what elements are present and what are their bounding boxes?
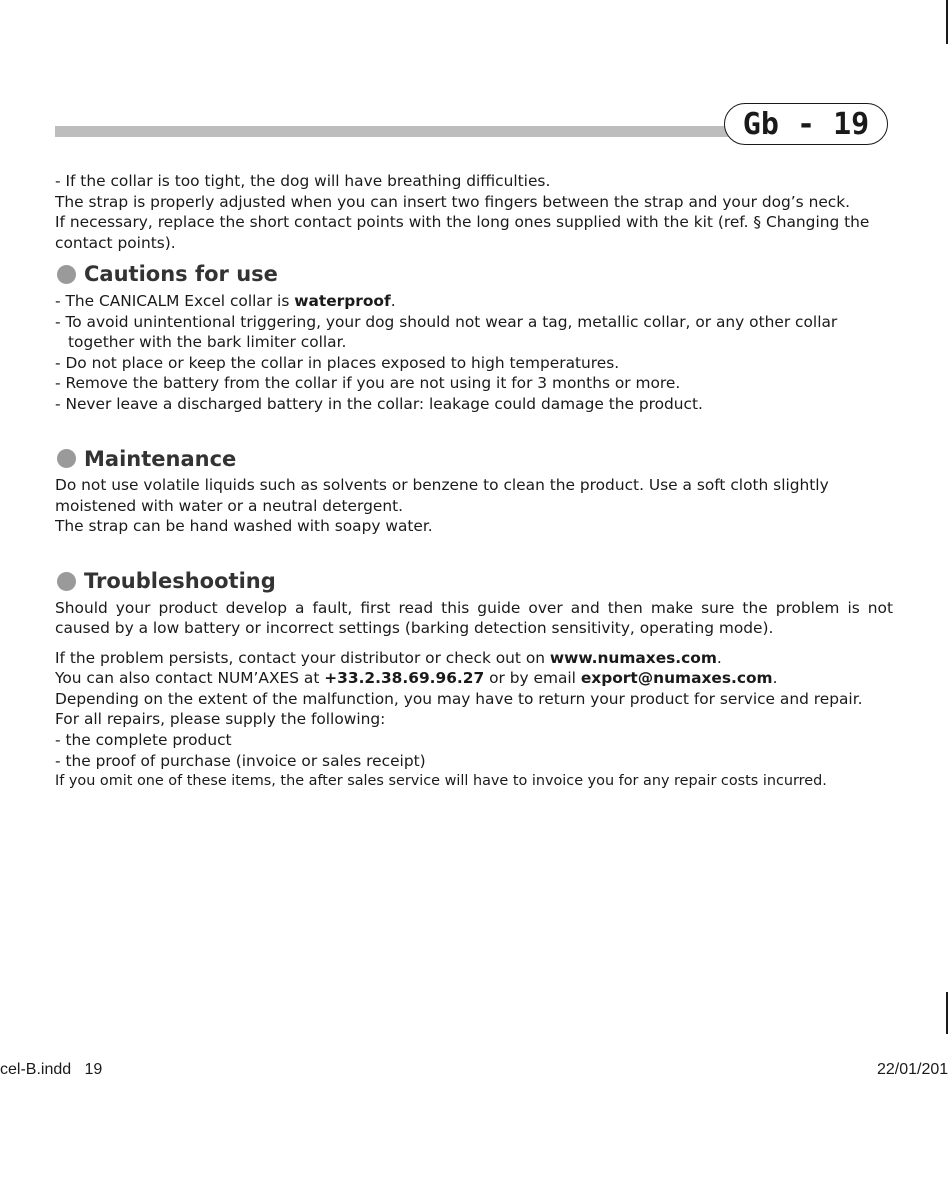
header-bar [55, 126, 735, 137]
intro-line: The strap is properly adjusted when you can insert two fingers between the strap and your dog’s neck. [55, 192, 851, 211]
website-link[interactable]: www.numaxes.com [549, 648, 717, 667]
list-item: - the proof of purchase (invoice or sales receipt) [55, 751, 426, 770]
list-item: - the complete product [55, 731, 232, 750]
bullet-circle-icon [57, 265, 76, 284]
caution-item: - The CANICALM Excel collar is waterproof. [55, 291, 396, 310]
waterproof-emphasis: waterproof [294, 291, 391, 310]
bullet-circle-icon [57, 572, 76, 591]
intro-line: If necessary, replace the short contact points with the long ones supplied with the kit (ref. § Changing the contact points). [55, 213, 870, 252]
maintenance-paragraph: Do not use volatile liquids such as solvents or benzene to clean the product. Use a soft cloth slightly moistened with water or a neutral detergent. [55, 476, 829, 515]
footer-date: 22/01/201 [877, 1061, 949, 1078]
contact-line: You can also contact NUM’AXES at +33.2.38.69.96.27 or by email export@numaxes.com. [55, 669, 778, 688]
troubleshooting-note: If you omit one of these items, the after sales service will have to invoice you for any repair costs incurred. [55, 773, 827, 790]
section-heading-troubleshooting [55, 568, 893, 593]
page-content [55, 171, 893, 792]
section-heading-cautions [55, 264, 893, 285]
caution-item: - Never leave a discharged battery in the collar: leakage could damage the product. [55, 394, 703, 413]
maintenance-paragraph: The strap can be hand washed with soapy water. [55, 517, 433, 536]
email-link[interactable]: export@numaxes.com [580, 669, 773, 688]
persist-line: If the problem persists, contact your distributor or check out on www.numaxes.com. [55, 648, 722, 667]
troubleshooting-paragraph: Depending on the extent of the malfunction, you may have to return your product for service and repair. [55, 689, 863, 708]
section-heading-maintenance [55, 446, 893, 471]
caution-item: - Remove the battery from the collar if you are not using it for 3 months or more. [55, 374, 681, 393]
troubleshooting-paragraph: For all repairs, please supply the following: [55, 710, 386, 729]
page-number-badge: Gb - 19 [724, 103, 888, 145]
troubleshooting-paragraph: Should your product develop a fault, first read this guide over and then make sure the problem is not caused by a low battery or incorrect settings (barking detection sensitivity, operating mode). [55, 598, 893, 638]
caution-item: - To avoid unintentional triggering, your dog should not wear a tag, metallic collar, or any other collar together with the bark limiter collar. [55, 312, 838, 352]
caution-item: - Do not place or keep the collar in places exposed to high temperatures. [55, 353, 620, 372]
crop-mark-bottom-right [946, 992, 948, 1034]
section-title: Troubleshooting [84, 568, 276, 593]
bullet-circle-icon [57, 449, 76, 468]
phone-number: +33.2.38.69.96.27 [324, 669, 485, 688]
footer-filename: cel-B.indd 19 [0, 1061, 103, 1078]
crop-mark-top-right [946, 0, 948, 44]
intro-line: - If the collar is too tight, the dog will have breathing difficulties. [55, 172, 551, 190]
section-title: Cautions for use [84, 262, 278, 287]
section-title: Maintenance [84, 446, 237, 471]
